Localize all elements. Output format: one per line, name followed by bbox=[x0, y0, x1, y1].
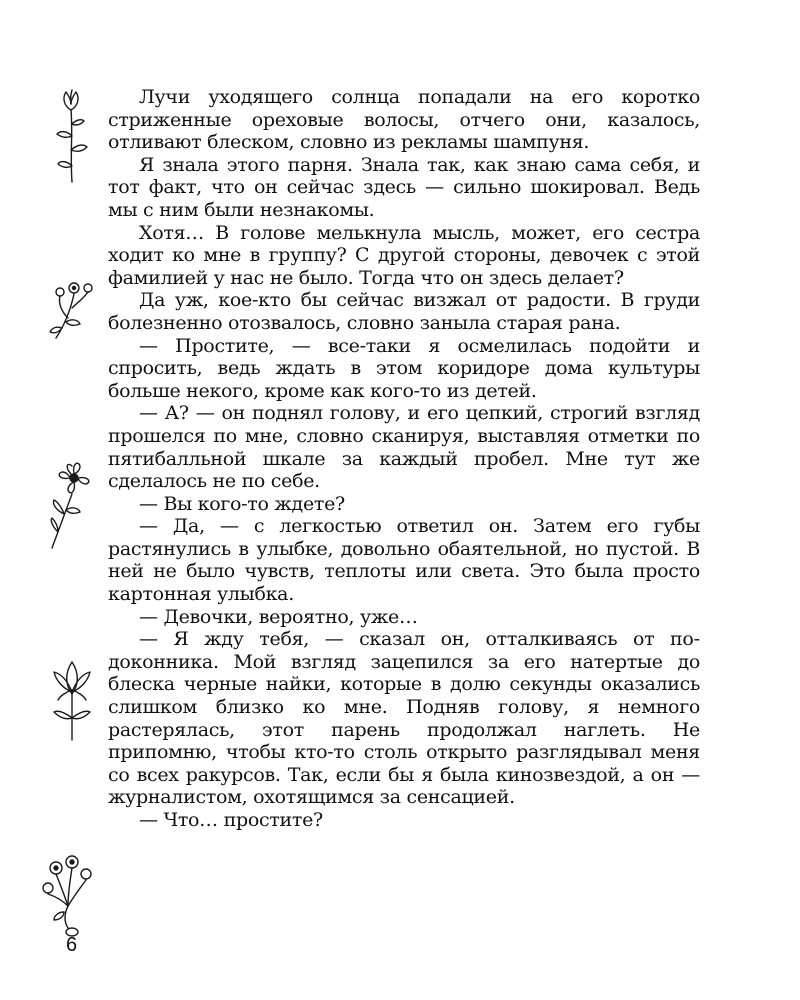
paragraph: Лучи уходящего солнца попадали на его коротко стриженные ореховые волосы, отчего они, казалось, отливают блеском, словно из рекламы шампуня. bbox=[108, 86, 700, 154]
paragraph: — Да, — с легкостью ответил он. Затем его губы растянулись в улыбке, довольно обаятельной, но пустой. В ней не было чувств, теплоты или света. Это была просто картонная улыбка. bbox=[108, 515, 700, 606]
berry-branch-icon bbox=[46, 268, 98, 368]
page-number: 6 bbox=[66, 934, 78, 956]
paragraph: Я знала этого парня. Знала так, как знаю сама себя, и тот факт, что он сейчас здесь — сильно шокировал. Ведь мы с ним были незнакомы. bbox=[108, 153, 700, 221]
wildflower-icon bbox=[44, 456, 96, 556]
body-text bbox=[108, 86, 700, 832]
paragraph: — Вы кого-то ждете? bbox=[139, 492, 345, 515]
tulip-sprig-icon bbox=[46, 86, 98, 186]
paragraph: — Простите, — все-таки я осмелилась подойти и спросить, ведь ждать в этом коридоре дома культуры больше некого, кроме как кого-то из детей. bbox=[108, 334, 700, 402]
paragraph: — А? — он поднял голову, и его цепкий, строгий взгляд прошелся по мне, словно сканируя, выставляя отметки по пятибалльной шкале за каждый пробел. Мне тут же сделалось не по себе. bbox=[108, 402, 700, 493]
lily-icon bbox=[46, 646, 98, 746]
paragraph: — Что… простите? bbox=[139, 809, 323, 831]
paragraph: — Я жду тебя, — сказал он, отталкиваясь от подоконника. Мой взгляд зацепился за его натертые до блеска черные найки, которые в долю секунды оказались слишком близко ко мне. Подняв голову, я немного растерялась, этот парень продолжал наглеть. Не припомню, чтобы кто-то столь открыто разглядывал меня со всех ракурсов. Так, если бы я была кинозвездой, а он — журналистом, охотящимся за сенсацией. bbox=[108, 628, 700, 809]
paragraph: Да уж, кое-кто бы сейчас визжал от радости. В груди болезненно отозвалось, словно заныла старая рана. bbox=[108, 289, 700, 334]
paragraph: — Девочки, вероятно, уже… bbox=[139, 605, 418, 628]
paragraph: Хотя… В голове мелькнула мысль, может, его сестра ходит ко мне в группу? С другой стороны, девочек с этой фамилией у нас не было. Тогда что он здесь делает? bbox=[108, 221, 700, 289]
bouquet-icon bbox=[42, 848, 94, 948]
